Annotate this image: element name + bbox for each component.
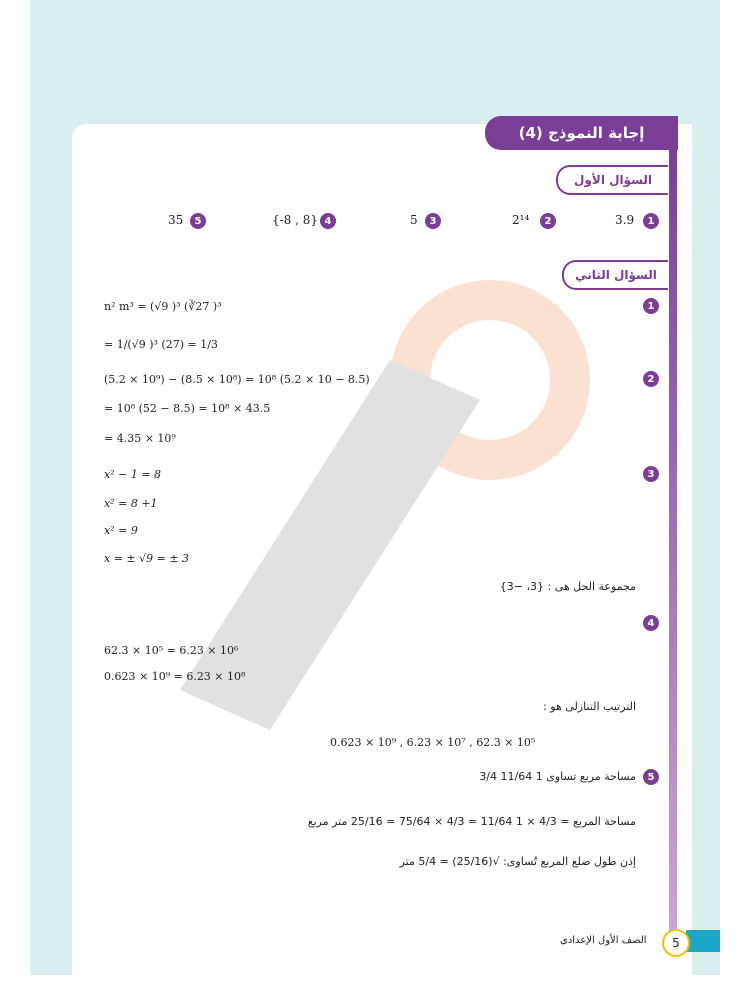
math-line: مساحة المربع = 4/3 × 1 11/64 = 4/3 × 75/64 = 25/16 متر مربع xyxy=(307,815,636,828)
math-line: 62.3 × 10⁵ = 6.23 × 10⁶ xyxy=(104,644,239,657)
math-line: 0.623 × 10⁹ = 6.23 × 10⁸ xyxy=(104,670,246,683)
math-line: x = ± √9 = ± 3 xyxy=(104,552,190,565)
math-line: = 10⁸ (52 − 8.5) = 10⁸ × 43.5 xyxy=(104,402,271,415)
answer-value: {-8 , 8} xyxy=(272,213,319,227)
answer-number: 4 xyxy=(320,213,336,229)
math-line: = 4.35 × 10⁹ xyxy=(104,432,176,445)
part-number: 3 xyxy=(643,466,659,482)
math-line: x² − 1 = 8 xyxy=(104,468,162,481)
answer-number: 1 xyxy=(643,213,659,229)
footer-bar xyxy=(686,930,720,952)
purple-edge-strip xyxy=(669,140,677,940)
answer-value: 35 xyxy=(168,213,184,227)
question-two-label: السؤال الثاني xyxy=(562,260,668,290)
part-number: 2 xyxy=(643,371,659,387)
part-number: 5 xyxy=(643,769,659,785)
answer-number: 2 xyxy=(540,213,556,229)
math-line: مساحة مربع تساوى 1 11/64 3/4 xyxy=(479,770,636,783)
answer-value: 2¹⁴ xyxy=(512,213,530,227)
part-number: 4 xyxy=(643,615,659,631)
answer-value: 3.9 xyxy=(615,213,635,227)
math-line: n² m³ = (√9 )³ (∛27 )³ xyxy=(104,300,222,313)
part-number: 1 xyxy=(643,298,659,314)
math-line: إذن طول ضلع المربع تُساوى: √(25/16) = 5/4 متر xyxy=(399,855,636,868)
math-line: x² = 8 +1 xyxy=(104,497,158,510)
math-line: (5.2 × 10⁹) − (8.5 × 10⁸) = 10⁸ (5.2 × 10 − 8.5) xyxy=(104,373,370,386)
math-line: x² = 9 xyxy=(104,524,138,537)
answer-value: 5 xyxy=(410,213,418,227)
question-one-label: السؤال الأول xyxy=(556,165,668,195)
order-label: الترتيب التنازلى هو : xyxy=(543,700,636,713)
page-number: 5 xyxy=(662,929,690,957)
page-title: إجابة النموذج (4) xyxy=(485,116,678,150)
order-result: 0.623 × 10⁹ , 6.23 × 10⁷ , 62.3 × 10⁵ xyxy=(330,736,536,749)
answer-number: 5 xyxy=(190,213,206,229)
grade-label: الصف الأول الإعدادى xyxy=(560,935,647,946)
solution-set: مجموعة الحل هى : {3، −3} xyxy=(499,580,636,593)
answer-number: 3 xyxy=(425,213,441,229)
math-line: = 1/(√9 )³ (27) = 1/3 xyxy=(104,338,218,351)
